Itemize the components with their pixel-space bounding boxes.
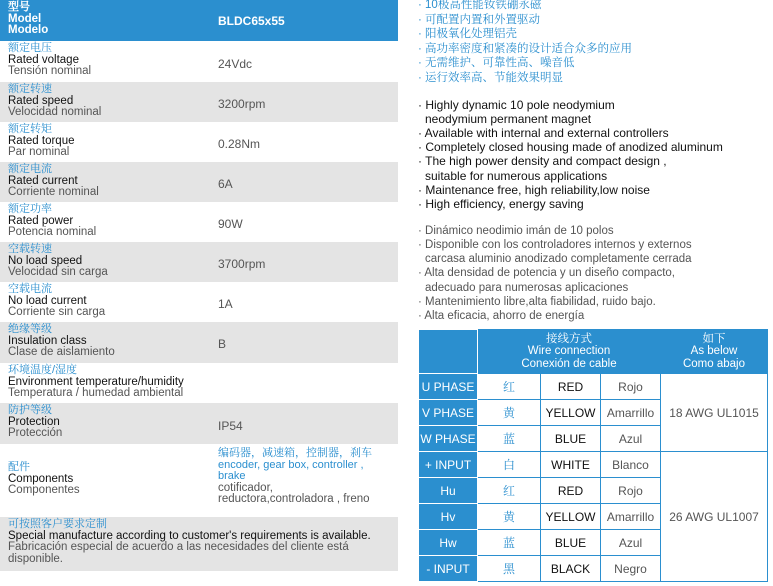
spec-label-en: Rated current bbox=[8, 174, 78, 187]
spec-value: 0.28Nm bbox=[218, 137, 261, 151]
components-en-1: encoder, gear box, controller , bbox=[218, 458, 364, 471]
wire-color-en: BLACK bbox=[541, 556, 601, 582]
feature-es-item: · Dinámico neodimio imán de 10 polos bbox=[418, 225, 614, 238]
spec-label-es: Velocidad sin carga bbox=[8, 266, 108, 278]
wire-color-es: Blanco bbox=[601, 452, 661, 478]
spec-label-zh: 空载转速 bbox=[8, 243, 52, 255]
spec-value: BLDC65x55 bbox=[218, 14, 285, 28]
wire-color-zh: 黄 bbox=[478, 400, 541, 426]
spec-row-protection bbox=[0, 403, 398, 444]
feature-zh-item: · 无需维护、可靠性高、噪音低 bbox=[418, 57, 575, 70]
wire-awg-2: 26 AWG UL1007 bbox=[661, 452, 768, 582]
spec-label-es: Protección bbox=[8, 427, 63, 439]
spec-row-rated-torque bbox=[0, 122, 398, 162]
wire-color-zh: 黄 bbox=[478, 504, 541, 530]
spec-value: 6A bbox=[218, 177, 233, 191]
spec-label-es: Temperatura / humedad ambiental bbox=[8, 387, 184, 399]
features-es bbox=[418, 224, 773, 323]
spec-label-zh: 环境温度/湿度 bbox=[8, 364, 78, 376]
spec-value: 3200rpm bbox=[218, 97, 266, 111]
wire-color-zh: 蓝 bbox=[478, 426, 541, 452]
feature-es-item: · Mantenimiento libre,alta fiabilidad, ruido bajo. bbox=[418, 295, 656, 308]
spec-value: 1A bbox=[218, 297, 233, 311]
spec-label-es: Corriente nominal bbox=[8, 186, 99, 198]
spec-row-insulation-class bbox=[0, 322, 398, 363]
spec-row-rated-speed bbox=[0, 82, 398, 122]
spec-label-es-1: Fabricación especial de acuerdo a las necesidades del cliente está bbox=[8, 541, 349, 553]
spec-row-custom bbox=[0, 517, 398, 571]
feature-zh-item: · 运行效率高、节能效果明显 bbox=[418, 71, 564, 84]
wire-color-en: BLUE bbox=[541, 426, 601, 452]
spec-value: 90W bbox=[218, 217, 243, 231]
spec-label-es: Potencia nominal bbox=[8, 226, 97, 238]
wire-color-es: Azul bbox=[601, 426, 661, 452]
spec-label-zh: 可按照客户要求定制 bbox=[8, 518, 107, 530]
wire-color-en: BLUE bbox=[541, 530, 601, 556]
feature-en-item: · Completely closed housing made of anodized aluminum bbox=[418, 140, 723, 155]
features-zh bbox=[418, 0, 773, 86]
feature-en-item: · Highly dynamic 10 pole neodymium bbox=[418, 97, 615, 112]
spec-label-zh: 型号 bbox=[8, 1, 30, 13]
spec-label-es: Velocidad nominal bbox=[8, 106, 102, 118]
wire-color-en: RED bbox=[541, 478, 601, 504]
spec-label-zh: 额定转速 bbox=[8, 83, 52, 95]
wire-phase: U PHASE bbox=[419, 374, 478, 400]
spec-label-en: Rated speed bbox=[8, 94, 74, 107]
spec-row-rated-power bbox=[0, 202, 398, 242]
feature-en-item: · The high power density and compact design , bbox=[418, 154, 667, 169]
spec-label-es: Tensión nominal bbox=[8, 65, 92, 77]
spec-label-en: Insulation class bbox=[8, 334, 87, 347]
spec-label-en: Environment temperature/humidity bbox=[8, 375, 184, 388]
wire-phase: + INPUT bbox=[419, 452, 478, 478]
spec-row-no-load-speed bbox=[0, 242, 398, 282]
spec-label-es: Modelo bbox=[8, 24, 49, 36]
wire-color-zh: 红 bbox=[478, 478, 541, 504]
wire-color-zh: 黑 bbox=[478, 556, 541, 582]
spec-row-rated-voltage bbox=[0, 41, 398, 82]
wire-header-connection: 接线方式 Wire connection Conexión de cable bbox=[478, 330, 661, 374]
wire-phase: Hw bbox=[419, 530, 478, 556]
spec-label-zh: 配件 bbox=[8, 461, 30, 473]
spec-label-zh: 防护等级 bbox=[8, 404, 52, 416]
spec-row-rated-current bbox=[0, 162, 398, 202]
spec-value: IP54 bbox=[218, 419, 243, 433]
wire-connection-table bbox=[418, 329, 768, 582]
wire-color-zh: 红 bbox=[478, 374, 541, 400]
feature-zh-item: · 10极高性能钕铁硼永磁 bbox=[418, 0, 542, 11]
feature-en-item: · Available with internal and external controllers bbox=[418, 125, 669, 140]
feature-zh-item: · 阳极氧化处理铝壳 bbox=[418, 28, 518, 41]
wire-color-en: RED bbox=[541, 374, 601, 400]
feature-es-item: carcasa aluminio anodizado completamente cerrada bbox=[425, 253, 692, 266]
wire-header-row bbox=[419, 330, 768, 374]
spec-value: B bbox=[218, 337, 227, 351]
features-en bbox=[418, 98, 773, 212]
spec-label-es: Componentes bbox=[8, 484, 80, 496]
spec-label-zh: 额定功率 bbox=[8, 203, 52, 215]
spec-label-en: Rated torque bbox=[8, 134, 75, 147]
spec-row-components bbox=[0, 444, 398, 517]
spec-label-en: Components bbox=[8, 472, 74, 485]
spec-label-es: Par nominal bbox=[8, 146, 70, 158]
wire-color-es: Rojo bbox=[601, 478, 661, 504]
components-es-2: reductora,controladora , freno bbox=[218, 493, 370, 505]
spec-value: 3700rpm bbox=[218, 257, 266, 271]
feature-zh-item: · 可配置内置和外置驱动 bbox=[418, 13, 541, 26]
feature-en-item: suitable for numerous applications bbox=[425, 168, 608, 183]
spec-label-en: Rated power bbox=[8, 214, 74, 227]
spec-label-zh: 空载电流 bbox=[8, 283, 52, 295]
wire-header-as-below: 如下 As below Como abajo bbox=[661, 330, 768, 374]
spec-value-components bbox=[218, 448, 372, 506]
spec-label-zh: 额定电压 bbox=[8, 42, 52, 54]
spec-value: 24Vdc bbox=[218, 57, 253, 71]
wire-phase: Hu bbox=[419, 478, 478, 504]
wire-color-en: YELLOW bbox=[541, 504, 601, 530]
feature-es-item: adecuado para numerosas aplicaciones bbox=[425, 281, 629, 294]
wire-row bbox=[419, 374, 768, 400]
feature-es-item: · Disponible con los controladores internos y externos bbox=[418, 239, 692, 252]
spec-label-zh: 绝缘等级 bbox=[8, 323, 52, 335]
wire-phase: Hv bbox=[419, 504, 478, 530]
wire-phase: W PHASE bbox=[419, 426, 478, 452]
wire-color-es: Negro bbox=[601, 556, 661, 582]
spec-label-en: No load current bbox=[8, 294, 87, 307]
spec-label-en: Model bbox=[8, 12, 42, 25]
spec-label-zh: 额定转矩 bbox=[8, 123, 52, 135]
wire-awg-1: 18 AWG UL1015 bbox=[661, 374, 768, 452]
spec-label-en: Protection bbox=[8, 415, 60, 428]
spec-label-en: Rated voltage bbox=[8, 53, 79, 66]
wire-color-zh: 白 bbox=[478, 452, 541, 478]
spec-label-zh: 额定电流 bbox=[8, 163, 52, 175]
wire-color-en: WHITE bbox=[541, 452, 601, 478]
spec-label-en: Special manufacture according to customer's requirements is available. bbox=[8, 529, 371, 542]
spec-label-es: Clase de aislamiento bbox=[8, 346, 115, 358]
components-en-2: brake bbox=[218, 470, 246, 482]
spec-row-environment bbox=[0, 363, 398, 403]
spec-label-es: Corriente sin carga bbox=[8, 306, 106, 318]
feature-es-item: · Alta densidad de potencia y un diseño compacto, bbox=[418, 267, 676, 280]
feature-zh-item: · 高功率密度和紧凑的设计适合众多的应用 bbox=[418, 42, 633, 55]
spec-row-no-load-current bbox=[0, 282, 398, 322]
wire-color-es: Amarrillo bbox=[601, 504, 661, 530]
wire-header-spacer bbox=[419, 330, 478, 374]
feature-lists bbox=[418, 0, 773, 323]
wire-color-zh: 蓝 bbox=[478, 530, 541, 556]
wire-row bbox=[419, 452, 768, 478]
feature-es-item: · Alta eficacia, ahorro de energía bbox=[418, 309, 585, 322]
components-zh: 编码器，减速箱，控制器，刹车 bbox=[218, 447, 372, 459]
feature-en-item: neodymium permanent magnet bbox=[425, 111, 592, 126]
spec-label-es-2: disponible. bbox=[8, 552, 63, 565]
wire-color-es: Amarrillo bbox=[601, 400, 661, 426]
feature-en-item: · Maintenance free, high reliability,low noise bbox=[418, 182, 650, 197]
wire-phase: V PHASE bbox=[419, 400, 478, 426]
wire-color-es: Rojo bbox=[601, 374, 661, 400]
wire-color-en: YELLOW bbox=[541, 400, 601, 426]
components-es-1: cotificador, bbox=[218, 481, 273, 494]
wire-color-es: Azul bbox=[601, 530, 661, 556]
spec-row-model bbox=[0, 0, 398, 41]
feature-en-item: · High efficiency, energy saving bbox=[418, 196, 584, 211]
spec-label-en: No load speed bbox=[8, 254, 83, 267]
wire-phase: - INPUT bbox=[419, 556, 478, 582]
